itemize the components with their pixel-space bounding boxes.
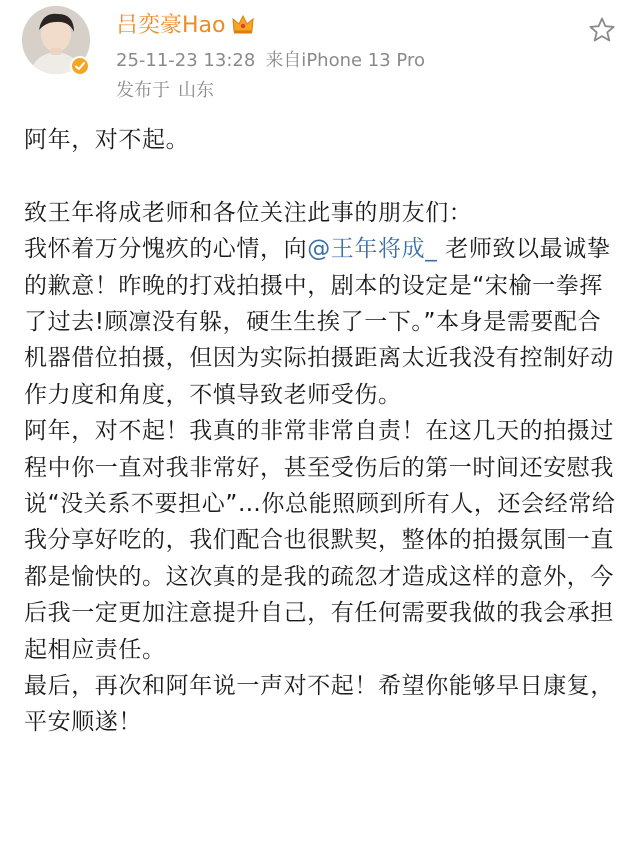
location-prefix: 发布于 [116, 80, 170, 101]
apology-text-start: 我怀着万分愧疚的心情，向 [24, 236, 308, 263]
post-paragraph-salutation: 致王年将成老师和各位关注此事的朋友们： [24, 199, 473, 226]
post-paragraph-self-blame: 阿年，对不起！我真的非常非常自责！在这几天的拍摄过程中你一直对我非常好，甚至受伤后的第一时间还安慰我说“没关系不要担心”…你总能照顾到所有人，还会经常给我分享好吃的，我们配合也很默契，整体的拍摄氛围一直都是愉快的。这次真的是我的疏忽才造成这样的意外，今后我一定更加注意提升自己，有任何需要我做的我会承担起相应责任。 [24, 418, 616, 663]
post-location [116, 78, 214, 104]
post-paragraph-greeting: 阿年，对不起。 [24, 127, 190, 153]
star-outline-icon[interactable] [588, 16, 616, 44]
post-source: 来自iPhone 13 Pro [265, 50, 425, 71]
post-body [24, 122, 620, 741]
post-header [0, 0, 640, 110]
crown-icon [231, 13, 255, 39]
verified-badge-icon [70, 56, 90, 76]
author-name-row [116, 10, 255, 42]
paragraph-spacer [24, 158, 620, 194]
apology-text-end: 老师致以最诚挚的歉意！昨晚的打戏拍摄中，剧本的设定是“宋榆一拳挥了过去!顾凛没有躲，硬生生挨了一下。”本身是需要配合机器借位拍摄，但因为实际拍摄距离太近我没有控制好动作力度和角度，不慎导致老师受伤。 [24, 236, 614, 408]
post-timestamp: 25-11-23 13:28 [116, 50, 256, 71]
user-mention-link[interactable]: @王年将成_ [307, 236, 438, 263]
author-name[interactable]: 吕奕豪Hao [116, 13, 226, 38]
post-paragraph-apology [24, 231, 620, 413]
post-meta [116, 48, 425, 74]
post-paragraph-closing: 最后，再次和阿年说一声对不起！希望你能够早日康复，平安顺遂！ [24, 673, 614, 736]
location-name: 山东 [178, 80, 214, 101]
